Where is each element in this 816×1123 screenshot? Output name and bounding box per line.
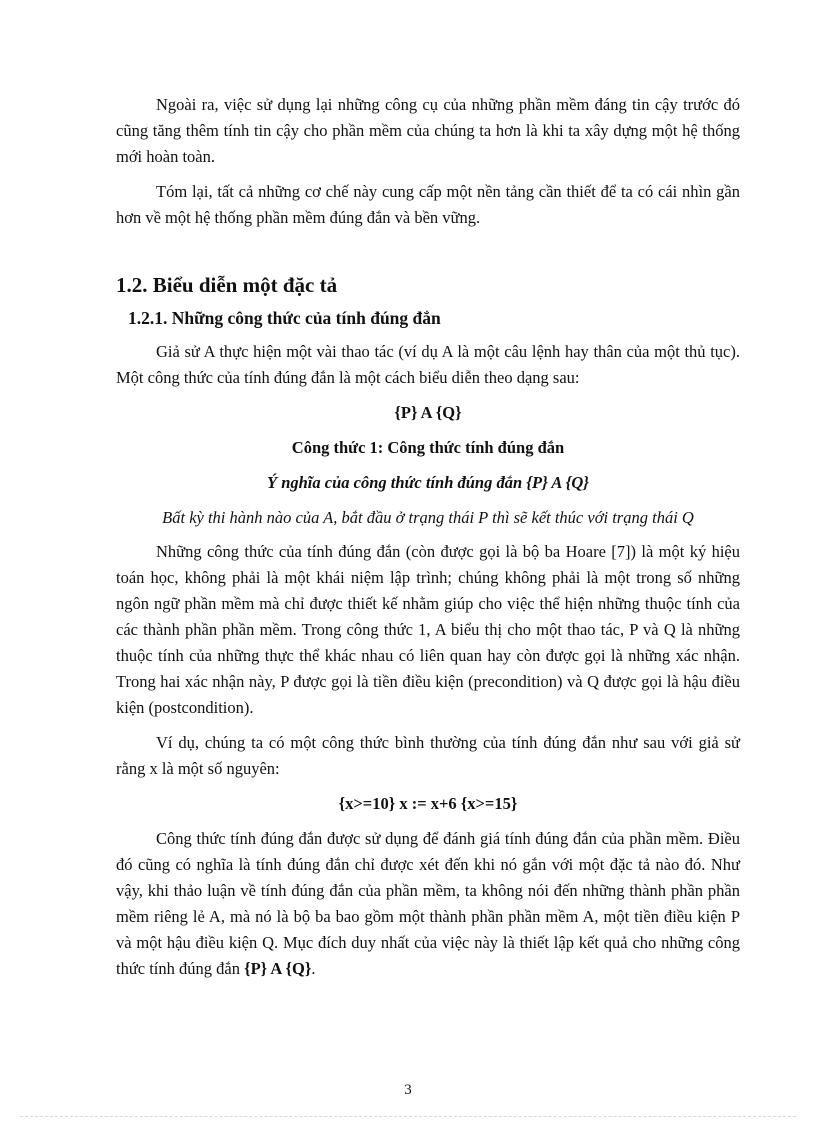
formula-example: {x>=10} x := x+6 {x>=15}: [338, 794, 518, 813]
paragraph-conclusion-end: .: [311, 959, 316, 978]
paragraph-example: Ví dụ, chúng ta có một công thức bình thường của tính đúng đắn như sau với giả sử rằng x là một số nguyên:: [116, 733, 740, 778]
page-number: 3: [404, 1082, 412, 1098]
page-bottom-divider: [20, 1116, 796, 1117]
section-heading: 1.2. Biểu diễn một đặc tả: [116, 273, 338, 297]
paragraph-hoare: Những công thức của tính đúng đắn (còn được gọi là bộ ba Hoare [7]) là một ký hiệu toán học, không phải là một khái niệm lập trình; chúng không phải là một trong số những ngôn ngữ phần mềm mà chỉ được thiết kế nhằm giúp cho việc thể hiện những thuộc tính của các thành phần phần mềm. Trong công thức 1, A biểu thị cho một thao tác, P và Q là những thuộc tính của những thực thể khác nhau có liên quan hay còn được gọi là những xác nhận. Trong hai xác nhận này, P được gọi là tiền điều kiện (precondition) và Q được gọi là hậu điều kiện (postcondition).: [116, 542, 740, 717]
meaning-title: Ý nghĩa của công thức tính đúng đắn {P} A {Q}: [267, 473, 589, 492]
paragraph-conclusion-formula: {P} A {Q}: [244, 959, 312, 978]
paragraph-conclusion: [116, 826, 740, 982]
paragraph-reuse: Ngoài ra, việc sử dụng lại những công cụ của những phần mềm đáng tin cậy trước đó cũng tăng thêm tính tin cậy cho phần mềm của chúng ta hơn là khi ta xây dựng một hệ thống mới hoàn toàn.: [116, 95, 740, 166]
meaning-body: Bất kỳ thi hành nào của A, bắt đầu ở trạng thái P thì sẽ kết thúc với trạng thái Q: [162, 508, 694, 527]
page-content: [116, 92, 740, 991]
paragraph-conclusion-text: Công thức tính đúng đắn được sử dụng để đánh giá tính đúng đắn của phần mềm. Điều đó cũng có nghĩa là tính đúng đắn chỉ được xét đến khi nó gắn với một đặc tả nào đó. Như vậy, khi thảo luận về tính đúng đắn của phần mềm, ta không nói đến những thành phần phần mềm riêng lẻ A, mà nó là bộ ba bao gồm một thành phần phần mềm A, một tiền điều kiện P và một hậu điều kiện Q. Mục đích duy nhất của việc này là thiết lập kết quả cho những công thức tính đúng đắn: [116, 829, 740, 978]
paragraph-definition: Giả sử A thực hiện một vài thao tác (ví dụ A là một câu lệnh hay thân của một thủ tục). Một công thức của tính đúng đắn là một cách biểu diễn theo dạng sau:: [116, 342, 740, 387]
formula-main: {P} A {Q}: [394, 403, 462, 422]
subsection-heading: 1.2.1. Những công thức của tính đúng đắn: [128, 308, 441, 328]
formula-caption: Công thức 1: Công thức tính đúng đắn: [291, 438, 565, 457]
paragraph-summary: Tóm lại, tất cả những cơ chế này cung cấp một nền tảng cần thiết để ta có cái nhìn gần hơn về một hệ thống phần mềm đúng đắn và bền vững.: [116, 182, 740, 227]
